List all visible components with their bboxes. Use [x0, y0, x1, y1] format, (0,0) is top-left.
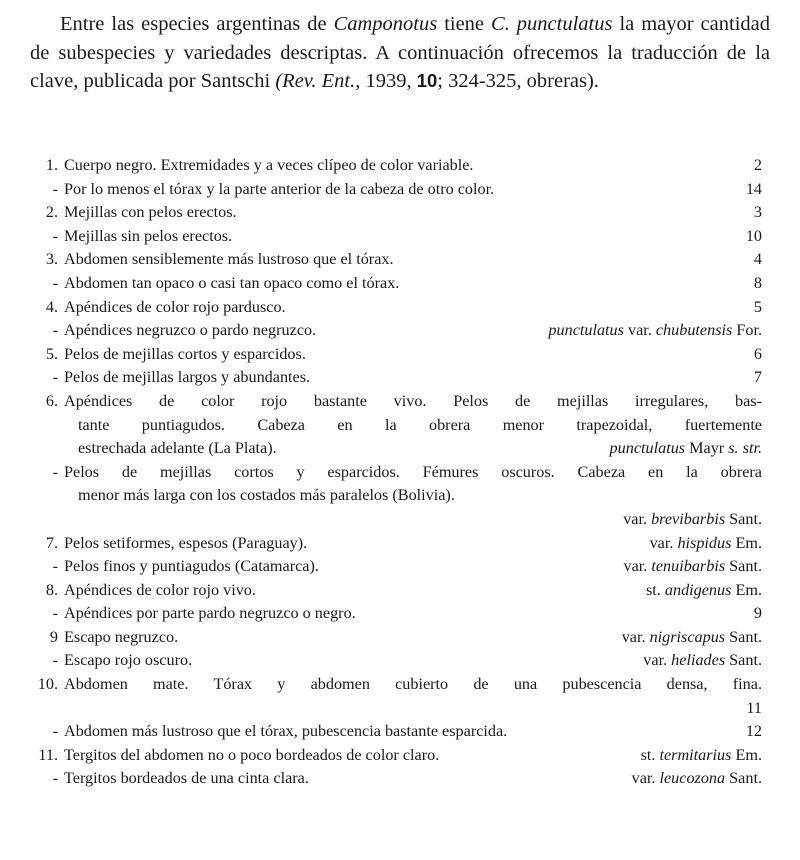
- key-entry: - Apéndices negruzco o pardo negruzco. punctulatus var. chubutensis For.: [26, 319, 762, 343]
- taxon-name: punctulatus var. chubutensis For.: [548, 321, 762, 340]
- key-entry: 9 Escapo negruzco. var. nigriscapus Sant.: [26, 626, 762, 650]
- key-entry: 10. Abdomen mate. Tórax y abdomen cubierto de una pubescencia densa, fina. 11: [37, 675, 762, 717]
- identification-key: [26, 154, 762, 791]
- taxon-name: punctulatus Mayr s. str.: [609, 439, 762, 458]
- key-entry: 2. Mejillas con pelos erectos. 3: [45, 203, 762, 222]
- key-entry: 7. Pelos setiformes, espesos (Paraguay). var. hispidus Em.: [26, 532, 762, 556]
- key-entry: - Tergitos bordeados de una cinta clara. var. leucozona Sant.: [26, 767, 762, 791]
- key-entry: 1. Cuerpo negro. Extremidades y a veces clípeo de color variable. 2: [45, 156, 762, 174]
- key-entry: - Abdomen tan opaco o casi tan opaco como el tórax. 8: [52, 273, 762, 292]
- key-entry: 8. Apéndices de color rojo vivo. st. andigenus Em.: [26, 579, 762, 603]
- key-entry: 6. Apéndices de color rojo bastante vivo. Pelos de mejillas irregulares, bas- tante puntiagudos. Cabeza en la obrera menor trapezoidal, fuertemente estrechada adelante (La Plata). punctulatus Mayr s. str.: [26, 390, 762, 461]
- key-entry: - Mejillas sin pelos erectos. 10: [52, 226, 762, 245]
- key-entry: - Pelos de mejillas largos y abundantes. 7: [52, 368, 762, 387]
- taxon-name: var. tenuibarbis Sant.: [623, 557, 762, 576]
- key-entry: - Por lo menos el tórax y la parte anterior de la cabeza de otro color. 14: [52, 179, 762, 198]
- key-entry: - Escapo rojo oscuro. var. heliades Sant.: [26, 649, 762, 673]
- taxon-name: st. termitarius Em.: [640, 745, 762, 764]
- intro-paragraph: Entre las especies argentinas de Camponotus tiene C. punctulatus la mayor cantidad de subespecies y variedades descriptas. A continuación ofrecemos la traducción de la clave, publicada por Santschi (Rev. Ent., 1939, 10; 324-325, obreras).: [30, 13, 770, 92]
- key-entry: 3. Abdomen sensiblemente más lustroso que el tórax. 4: [45, 250, 762, 269]
- key-entry: - Abdomen más lustroso que el tórax, pubescencia bastante esparcida. 12: [52, 722, 762, 741]
- taxon-name: var. hispidus Em.: [649, 533, 762, 552]
- taxon-name: var. leucozona Sant.: [631, 769, 762, 788]
- key-entry: 11. Tergitos del abdomen no o poco bordeados de color claro. st. termitarius Em.: [26, 744, 762, 768]
- key-entry: - Pelos finos y puntiagudos (Catamarca). var. tenuibarbis Sant.: [26, 555, 762, 579]
- key-entry: - Pelos de mejillas cortos y esparcidos. Fémures oscuros. Cabeza en la obrera menor más larga con los costados más paralelos (Bolivia). var. brevibarbis Sant.: [26, 461, 762, 532]
- taxon-name: st. andigenus Em.: [645, 580, 762, 599]
- key-entry: 5. Pelos de mejillas cortos y esparcidos. 6: [45, 344, 762, 363]
- taxon-name: var. nigriscapus Sant.: [621, 627, 762, 646]
- key-entry: - Apéndices por parte pardo negruzco o negro. 9: [52, 604, 762, 623]
- taxon-name: var. brevibarbis Sant.: [623, 509, 762, 528]
- taxon-name: var. heliades Sant.: [643, 651, 762, 670]
- key-entry: 4. Apéndices de color rojo pardusco. 5: [45, 297, 762, 316]
